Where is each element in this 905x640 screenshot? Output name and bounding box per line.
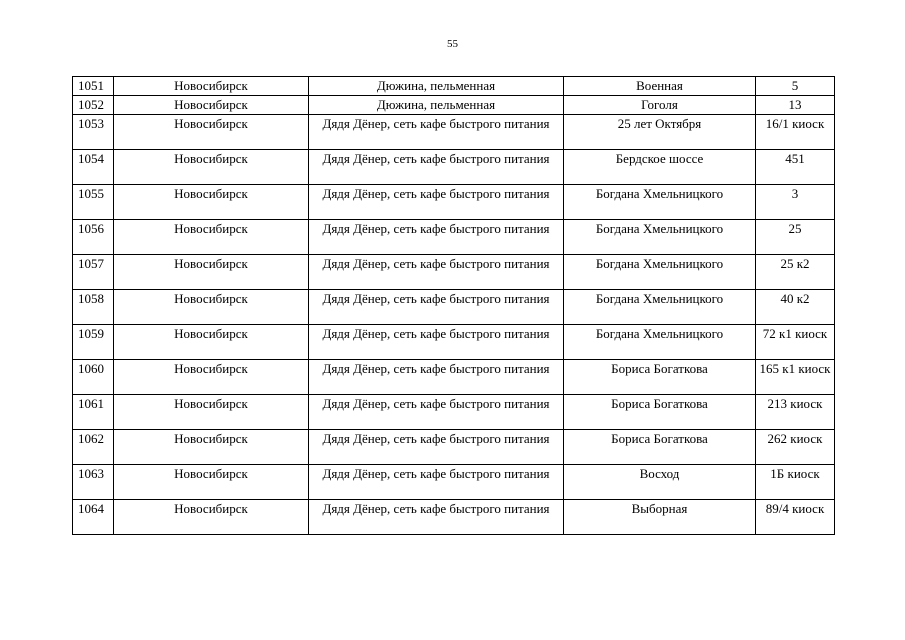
row-number: 1054 bbox=[73, 150, 114, 185]
row-number: 1059 bbox=[73, 325, 114, 360]
name-cell: Дядя Дёнер, сеть кафе быстрого питания bbox=[309, 115, 564, 150]
house-cell: 16/1 киоск bbox=[756, 115, 835, 150]
city-cell: Новосибирск bbox=[114, 360, 309, 395]
row-number: 1063 bbox=[73, 465, 114, 500]
city-cell: Новосибирск bbox=[114, 77, 309, 96]
row-number: 1053 bbox=[73, 115, 114, 150]
table-row bbox=[73, 77, 835, 96]
page-number: 55 bbox=[447, 38, 458, 50]
street-cell: Богдана Хмельницкого bbox=[564, 255, 756, 290]
row-number: 1062 bbox=[73, 430, 114, 465]
row-number: 1056 bbox=[73, 220, 114, 255]
table-row bbox=[73, 150, 835, 185]
city-cell: Новосибирск bbox=[114, 430, 309, 465]
table-row bbox=[73, 360, 835, 395]
table-row bbox=[73, 500, 835, 535]
street-cell: Бориса Богаткова bbox=[564, 360, 756, 395]
table-row bbox=[73, 115, 835, 150]
name-cell: Дядя Дёнер, сеть кафе быстрого питания bbox=[309, 185, 564, 220]
name-cell: Дядя Дёнер, сеть кафе быстрого питания bbox=[309, 255, 564, 290]
house-cell: 5 bbox=[756, 77, 835, 96]
house-cell: 165 к1 киоск bbox=[756, 360, 835, 395]
street-cell: Военная bbox=[564, 77, 756, 96]
table-row bbox=[73, 325, 835, 360]
table-row bbox=[73, 255, 835, 290]
city-cell: Новосибирск bbox=[114, 115, 309, 150]
street-cell: Богдана Хмельницкого bbox=[564, 185, 756, 220]
row-number: 1052 bbox=[73, 96, 114, 115]
row-number: 1055 bbox=[73, 185, 114, 220]
city-cell: Новосибирск bbox=[114, 395, 309, 430]
city-cell: Новосибирск bbox=[114, 220, 309, 255]
house-cell: 262 киоск bbox=[756, 430, 835, 465]
name-cell: Дюжина, пельменная bbox=[309, 77, 564, 96]
table-row bbox=[73, 185, 835, 220]
house-cell: 25 к2 bbox=[756, 255, 835, 290]
street-cell: Богдана Хмельницкого bbox=[564, 325, 756, 360]
street-cell: Восход bbox=[564, 465, 756, 500]
house-cell: 72 к1 киоск bbox=[756, 325, 835, 360]
row-number: 1060 bbox=[73, 360, 114, 395]
city-cell: Новосибирск bbox=[114, 325, 309, 360]
row-number: 1061 bbox=[73, 395, 114, 430]
row-number: 1051 bbox=[73, 77, 114, 96]
city-cell: Новосибирск bbox=[114, 150, 309, 185]
street-cell: 25 лет Октября bbox=[564, 115, 756, 150]
table-row bbox=[73, 395, 835, 430]
house-cell: 451 bbox=[756, 150, 835, 185]
house-cell: 1Б киоск bbox=[756, 465, 835, 500]
street-cell: Гоголя bbox=[564, 96, 756, 115]
city-cell: Новосибирск bbox=[114, 255, 309, 290]
establishments-table bbox=[72, 76, 835, 535]
name-cell: Дядя Дёнер, сеть кафе быстрого питания bbox=[309, 220, 564, 255]
house-cell: 3 bbox=[756, 185, 835, 220]
name-cell: Дядя Дёнер, сеть кафе быстрого питания bbox=[309, 395, 564, 430]
name-cell: Дядя Дёнер, сеть кафе быстрого питания bbox=[309, 150, 564, 185]
name-cell: Дядя Дёнер, сеть кафе быстрого питания bbox=[309, 465, 564, 500]
street-cell: Богдана Хмельницкого bbox=[564, 220, 756, 255]
street-cell: Богдана Хмельницкого bbox=[564, 290, 756, 325]
row-number: 1064 bbox=[73, 500, 114, 535]
street-cell: Бориса Богаткова bbox=[564, 395, 756, 430]
house-cell: 40 к2 bbox=[756, 290, 835, 325]
house-cell: 89/4 киоск bbox=[756, 500, 835, 535]
city-cell: Новосибирск bbox=[114, 465, 309, 500]
house-cell: 13 bbox=[756, 96, 835, 115]
table-row bbox=[73, 465, 835, 500]
name-cell: Дядя Дёнер, сеть кафе быстрого питания bbox=[309, 325, 564, 360]
street-cell: Бердское шоссе bbox=[564, 150, 756, 185]
city-cell: Новосибирск bbox=[114, 185, 309, 220]
street-cell: Выборная bbox=[564, 500, 756, 535]
street-cell: Бориса Богаткова bbox=[564, 430, 756, 465]
row-number: 1058 bbox=[73, 290, 114, 325]
table-row bbox=[73, 290, 835, 325]
name-cell: Дядя Дёнер, сеть кафе быстрого питания bbox=[309, 290, 564, 325]
name-cell: Дядя Дёнер, сеть кафе быстрого питания bbox=[309, 360, 564, 395]
row-number: 1057 bbox=[73, 255, 114, 290]
name-cell: Дядя Дёнер, сеть кафе быстрого питания bbox=[309, 500, 564, 535]
table-row bbox=[73, 220, 835, 255]
house-cell: 25 bbox=[756, 220, 835, 255]
house-cell: 213 киоск bbox=[756, 395, 835, 430]
name-cell: Дядя Дёнер, сеть кафе быстрого питания bbox=[309, 430, 564, 465]
table-row bbox=[73, 96, 835, 115]
name-cell: Дюжина, пельменная bbox=[309, 96, 564, 115]
city-cell: Новосибирск bbox=[114, 290, 309, 325]
city-cell: Новосибирск bbox=[114, 500, 309, 535]
city-cell: Новосибирск bbox=[114, 96, 309, 115]
table-row bbox=[73, 430, 835, 465]
